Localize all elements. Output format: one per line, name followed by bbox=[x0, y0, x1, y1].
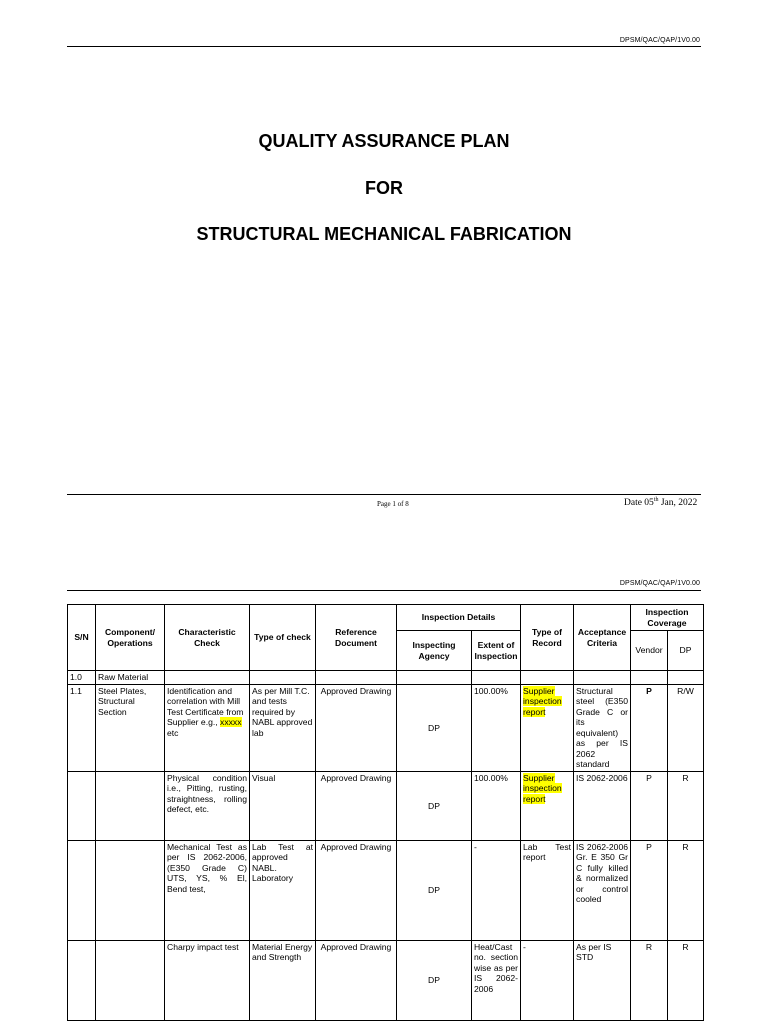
cell-dp: R bbox=[668, 772, 704, 841]
header-inspection-details: Inspection Details bbox=[397, 605, 521, 631]
cell-record: Supplier inspection report bbox=[521, 685, 574, 772]
header-type-of-check: Type of check bbox=[250, 605, 316, 671]
cell-type-of-check: As per Mill T.C. and tests required by NABL approved lab bbox=[250, 685, 316, 772]
cell-dp: R bbox=[668, 841, 704, 941]
cell-acceptance: As per IS STD bbox=[574, 941, 631, 1021]
cell-agency: DP bbox=[397, 941, 472, 1021]
cell-extent: 100.00% bbox=[472, 685, 521, 772]
table-row bbox=[68, 841, 704, 941]
cell-component bbox=[96, 941, 165, 1021]
header-extent: Extent of Inspection bbox=[472, 631, 521, 671]
header-sn: S/N bbox=[68, 605, 96, 671]
cell-agency: DP bbox=[397, 772, 472, 841]
cell-sn bbox=[68, 941, 96, 1021]
cell-component: Steel Plates, Structural Section bbox=[96, 685, 165, 772]
cell-dp: R/W bbox=[668, 685, 704, 772]
section-label: Raw Material bbox=[96, 671, 165, 685]
table-row bbox=[68, 941, 704, 1021]
cell-sn: 1.1 bbox=[68, 685, 96, 772]
cell-component bbox=[96, 772, 165, 841]
header-reference: Reference Document bbox=[316, 605, 397, 671]
cell-reference: Approved Drawing bbox=[316, 841, 397, 941]
cell-vendor: P bbox=[631, 685, 668, 772]
cell-characteristic: Charpy impact test bbox=[165, 941, 250, 1021]
cell-vendor: P bbox=[631, 772, 668, 841]
cell-sn bbox=[68, 841, 96, 941]
cell-reference: Approved Drawing bbox=[316, 772, 397, 841]
cell-type-of-check: Visual bbox=[250, 772, 316, 841]
cell-reference: Approved Drawing bbox=[316, 941, 397, 1021]
header-characteristic: Characteristic Check bbox=[165, 605, 250, 671]
cell-extent: Heat/Cast no. section wise as per IS 2062-2006 bbox=[472, 941, 521, 1021]
section-row bbox=[68, 671, 704, 685]
cell-extent: - bbox=[472, 841, 521, 941]
cell-record: Lab Test report bbox=[521, 841, 574, 941]
footer-rule-page1 bbox=[67, 494, 701, 495]
header-inspecting-agency: Inspecting Agency bbox=[397, 631, 472, 671]
cell-acceptance: IS 2062-2006 bbox=[574, 772, 631, 841]
highlight-placeholder: xxxxx bbox=[220, 717, 242, 728]
header-vendor: Vendor bbox=[631, 631, 668, 671]
cell-record: - bbox=[521, 941, 574, 1021]
cell-characteristic: Mechanical Test as per IS 2062-2006, (E350 Grade C) UTS, YS, % El, Bend test, bbox=[165, 841, 250, 941]
table-header-row bbox=[68, 605, 704, 631]
header-coverage: Inspection Coverage bbox=[631, 605, 704, 631]
doc-subtitle: STRUCTURAL MECHANICAL FABRICATION bbox=[196, 224, 572, 244]
qap-table bbox=[67, 604, 704, 1021]
document-date: Date 05th Jan, 2022 bbox=[624, 497, 698, 509]
cell-acceptance: Structural steel (E350 Grade C or its equivalent) as per IS 2062 standard bbox=[574, 685, 631, 772]
cell-reference: Approved Drawing bbox=[316, 685, 397, 772]
header-acceptance: Acceptance Criteria bbox=[574, 605, 631, 671]
cell-record: Supplier inspection report bbox=[521, 772, 574, 841]
header-component: Component/ Operations bbox=[96, 605, 165, 671]
doc-title: QUALITY ASSURANCE PLAN bbox=[258, 131, 510, 151]
cell-component bbox=[96, 841, 165, 941]
cell-characteristic: Physical condition i.e., Pitting, rusting, straightness, rolling defect, etc. bbox=[165, 772, 250, 841]
cell-vendor: P bbox=[631, 841, 668, 941]
table-row bbox=[68, 772, 704, 841]
header-type-of-record: Type of Record bbox=[521, 605, 574, 671]
cell-type-of-check: Material Energy and Strength bbox=[250, 941, 316, 1021]
cell-agency: DP bbox=[397, 841, 472, 941]
cell-vendor: R bbox=[631, 941, 668, 1021]
cell-characteristic: Identification and correlation with Mill Test Certificate from Supplier e.g., xxxxx etc bbox=[165, 685, 250, 772]
doc-reference-page2: DPSM/QAC/QAP/1V0.00 bbox=[619, 580, 700, 587]
cell-agency: DP bbox=[397, 685, 472, 772]
doc-reference-page1: DPSM/QAC/QAP/1V0.00 bbox=[619, 37, 700, 44]
cell-extent: 100.00% bbox=[472, 772, 521, 841]
header-rule-page1 bbox=[67, 46, 701, 47]
cell-acceptance: IS 2062-2006 Gr. E 350 Gr C fully killed & normalized or control cooled bbox=[574, 841, 631, 941]
section-sn: 1.0 bbox=[68, 671, 96, 685]
doc-title-for: FOR bbox=[365, 178, 403, 198]
cell-sn bbox=[68, 772, 96, 841]
header-rule-page2 bbox=[67, 590, 701, 591]
table-row bbox=[68, 685, 704, 772]
page-number: Page 1 of 8 bbox=[377, 500, 409, 508]
header-dp: DP bbox=[668, 631, 704, 671]
cell-dp: R bbox=[668, 941, 704, 1021]
cell-type-of-check: Lab Test at approved NABL. Laboratory bbox=[250, 841, 316, 941]
